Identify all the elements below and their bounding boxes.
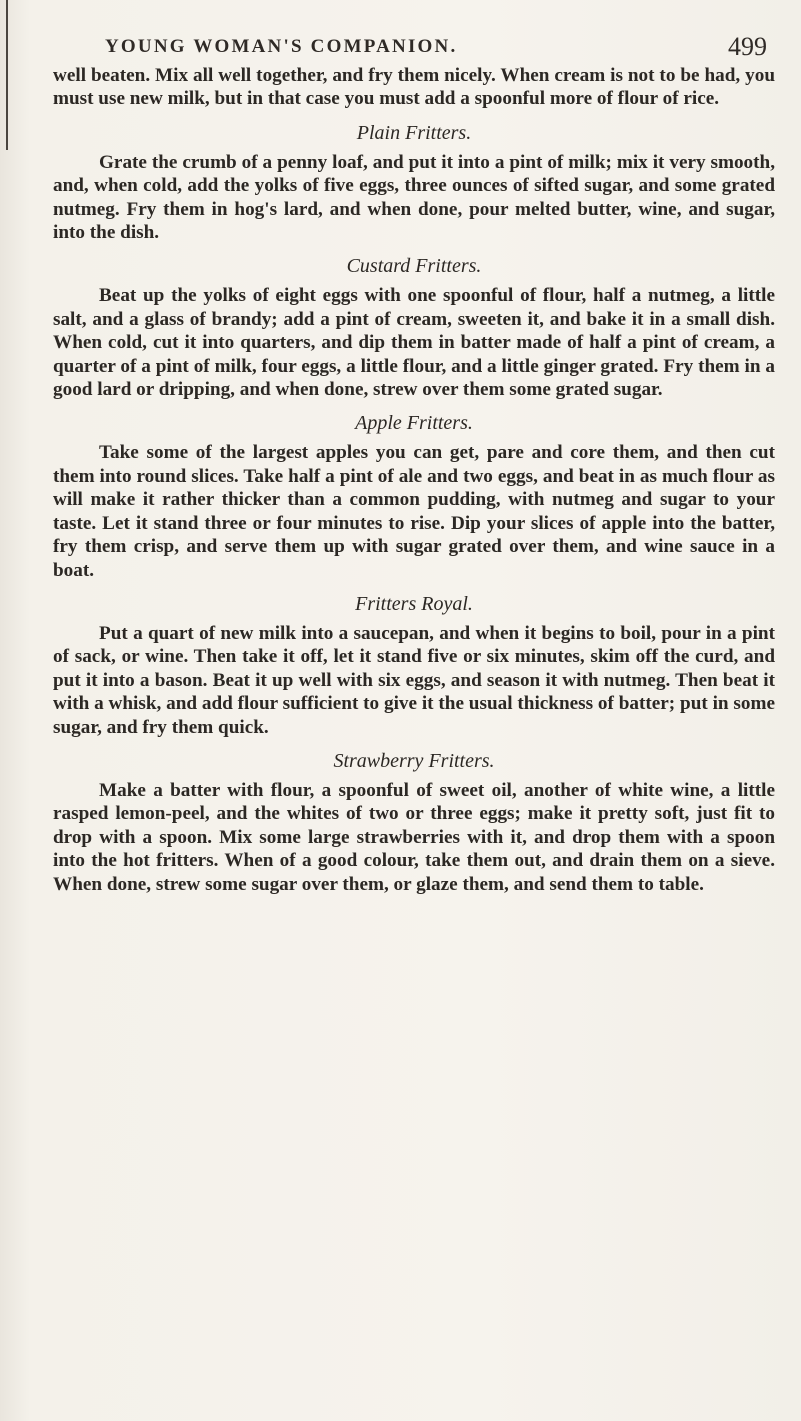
page-content bbox=[53, 32, 775, 896]
recipe-title: Custard Fritters. bbox=[346, 255, 482, 278]
recipe-custard-fritters bbox=[53, 254, 775, 401]
recipe-strawberry-fritters bbox=[53, 749, 775, 896]
recipe-body: Make a batter with flour, a spoonful of sweet oil, another of white wine, a little rasped lemon-peel, and the whites of two or three eggs; make it pretty soft, just fit to drop with a spoon. Mix some large strawberries with it, and drop them with a spoon into the hot fritters. When of a good colour, take them out, and drain them on a sieve. When done, strew some sugar over them, or glaze them, and send them to table. bbox=[53, 779, 775, 895]
intro-paragraph: well beaten. Mix all well together, and fry them nicely. When cream is not to be had, you must use new milk, but in that case you must add a spoonful more of flour of rice. bbox=[53, 65, 775, 110]
recipe-fritters-royal bbox=[53, 592, 775, 739]
page-number: 499 bbox=[728, 32, 767, 61]
recipe-title: Plain Fritters. bbox=[356, 121, 472, 144]
page-header bbox=[53, 32, 775, 64]
binding-gutter-line bbox=[6, 0, 8, 150]
recipe-title: Fritters Royal. bbox=[355, 592, 473, 615]
running-head: YOUNG WOMAN'S COMPANION. bbox=[105, 36, 458, 57]
recipe-body: Beat up the yolks of eight eggs with one spoonful of flour, half a nutmeg, a little salt, and a glass of brandy; add a pint of cream, sweeten it, and bake it in a small dish. When cold, cut it into quarters, and dip them in batter made of half a pint of cream, a quarter of a pint of milk, four eggs, a little flour, and a little ginger grated. Fry them in a good lard or dripping, and when done, strew over them some grated sugar. bbox=[53, 285, 775, 401]
recipe-plain-fritters bbox=[53, 121, 775, 245]
recipe-apple-fritters bbox=[53, 411, 775, 581]
recipe-title: Apple Fritters. bbox=[355, 412, 473, 435]
recipe-body: Grate the crumb of a penny loaf, and put it into a pint of milk; mix it very smooth, and, when cold, add the yolks of five eggs, three ounces of sifted sugar, and some grated nutmeg. Fry them in hog's lard, and when done, pour melted butter, wine, and sugar, into the dish. bbox=[53, 151, 775, 244]
recipe-body: Put a quart of new milk into a saucepan, and when it begins to boil, pour in a pint of sack, or wine. Then take it off, let it stand five or six minutes, skim off the curd, and put it into a bason. Beat it up well with six eggs, and season it with nutmeg. Then beat it with a whisk, and add flour sufficient to give it the usual thickness of batter; put in some sugar, and fry them quick. bbox=[53, 622, 775, 738]
recipe-title: Strawberry Fritters. bbox=[333, 749, 495, 772]
recipe-body: Take some of the largest apples you can get, pare and core them, and then cut them into round slices. Take half a pint of ale and two eggs, and beat in as much flour as will make it rather thicker than a common pudding, with nutmeg and sugar to your taste. Let it stand three or four minutes to rise. Dip your slices of apple into the batter, fry them crisp, and serve them up with sugar grated over them, and wine sauce in a boat. bbox=[53, 442, 775, 581]
